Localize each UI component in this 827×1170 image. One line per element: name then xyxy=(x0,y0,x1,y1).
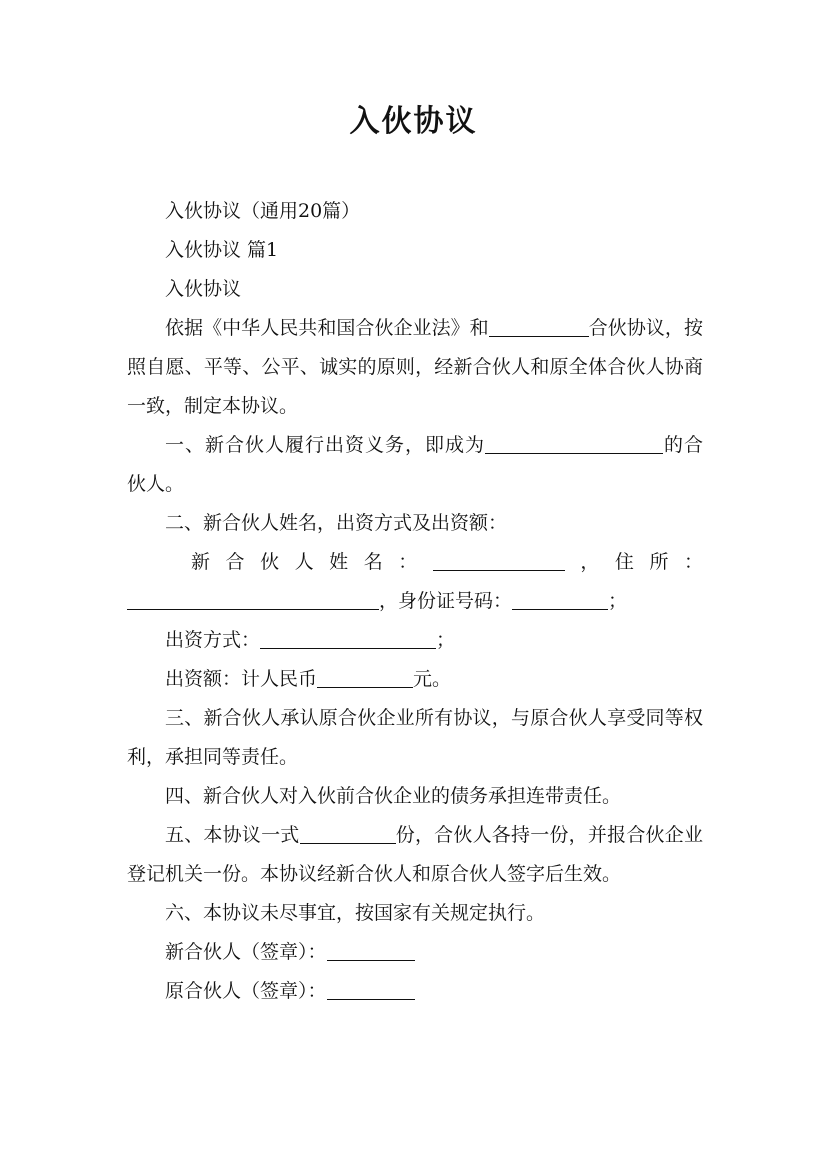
paragraph-section-heading xyxy=(127,231,703,270)
paragraph-contribution-method xyxy=(127,621,703,660)
text-span: 元。 xyxy=(413,668,452,690)
blank-line xyxy=(485,434,663,454)
text-span: 一、新合伙人履行出资义务，即成为 xyxy=(165,434,485,456)
blank-line xyxy=(489,317,589,337)
paragraph-contribution-amount xyxy=(127,660,703,699)
text-span: 入伙协议 篇1 xyxy=(165,239,279,261)
paragraph-clause-1 xyxy=(127,426,703,504)
paragraph-clause-5 xyxy=(127,816,703,894)
paragraph-subtitle xyxy=(127,192,703,231)
text-span: ，身份证号码： xyxy=(379,590,513,612)
paragraph-preamble xyxy=(127,309,703,426)
document-body xyxy=(127,192,703,1011)
text-span: ，住所： xyxy=(564,551,703,573)
text-span: 五、本协议一式 xyxy=(165,824,300,846)
text-span: 入伙协议 xyxy=(165,278,242,300)
text-span: 六、本协议未尽事宜，按国家有关规定执行。 xyxy=(165,902,546,924)
text-span: 新合伙人（签章）： xyxy=(165,941,327,963)
paragraph-clause-3 xyxy=(127,699,703,777)
document-title: 入伙协议 xyxy=(349,104,478,139)
text-span: 份，合伙人各持一份，并报合伙企业登记机关一份。本协议经新合伙人和原合伙人签字后生效。 xyxy=(127,824,703,885)
text-span: 出资额：计人民币 xyxy=(165,668,318,690)
signature-original-partner xyxy=(127,972,703,1011)
text-span: 三、新合伙人承认原合伙企业所有协议，与原合伙人享受同等权利，承担同等责任。 xyxy=(127,707,703,768)
text-span: 原合伙人（签章）： xyxy=(165,980,327,1002)
blank-line xyxy=(317,668,413,688)
paragraph-partner-id xyxy=(127,582,703,621)
paragraph-partner-name xyxy=(127,543,703,582)
paragraph-clause-6 xyxy=(127,894,703,933)
text-span: 四、新合伙人对入伙前合伙企业的债务承担连带责任。 xyxy=(165,785,622,807)
text-span: ； xyxy=(608,590,628,612)
paragraph-clause-2 xyxy=(127,504,703,543)
text-span: ； xyxy=(436,629,456,651)
blank-line xyxy=(300,824,396,844)
text-span: 的合伙人。 xyxy=(127,434,703,495)
text-span: 新合伙人姓名： xyxy=(191,551,433,573)
paragraph-clause-4 xyxy=(127,777,703,816)
text-span: 合伙协议，按照自愿、平等、公平、诚实的原则，经新合伙人和原全体合伙人协商一致，制定本协议。 xyxy=(127,317,703,417)
text-span: 二、新合伙人姓名，出资方式及出资额： xyxy=(165,512,508,534)
signature-blank xyxy=(327,980,415,1000)
signature-blank xyxy=(327,941,415,961)
text-span: 依据《中华人民共和国合伙企业法》和 xyxy=(165,317,489,339)
signature-new-partner xyxy=(127,933,703,972)
blank-line xyxy=(260,629,436,649)
blank-line xyxy=(433,551,565,571)
blank-line xyxy=(127,590,379,610)
blank-line xyxy=(512,590,608,610)
text-span: 出资方式： xyxy=(165,629,261,651)
paragraph-heading xyxy=(127,270,703,309)
text-span: 入伙协议（通用20篇） xyxy=(165,200,361,222)
